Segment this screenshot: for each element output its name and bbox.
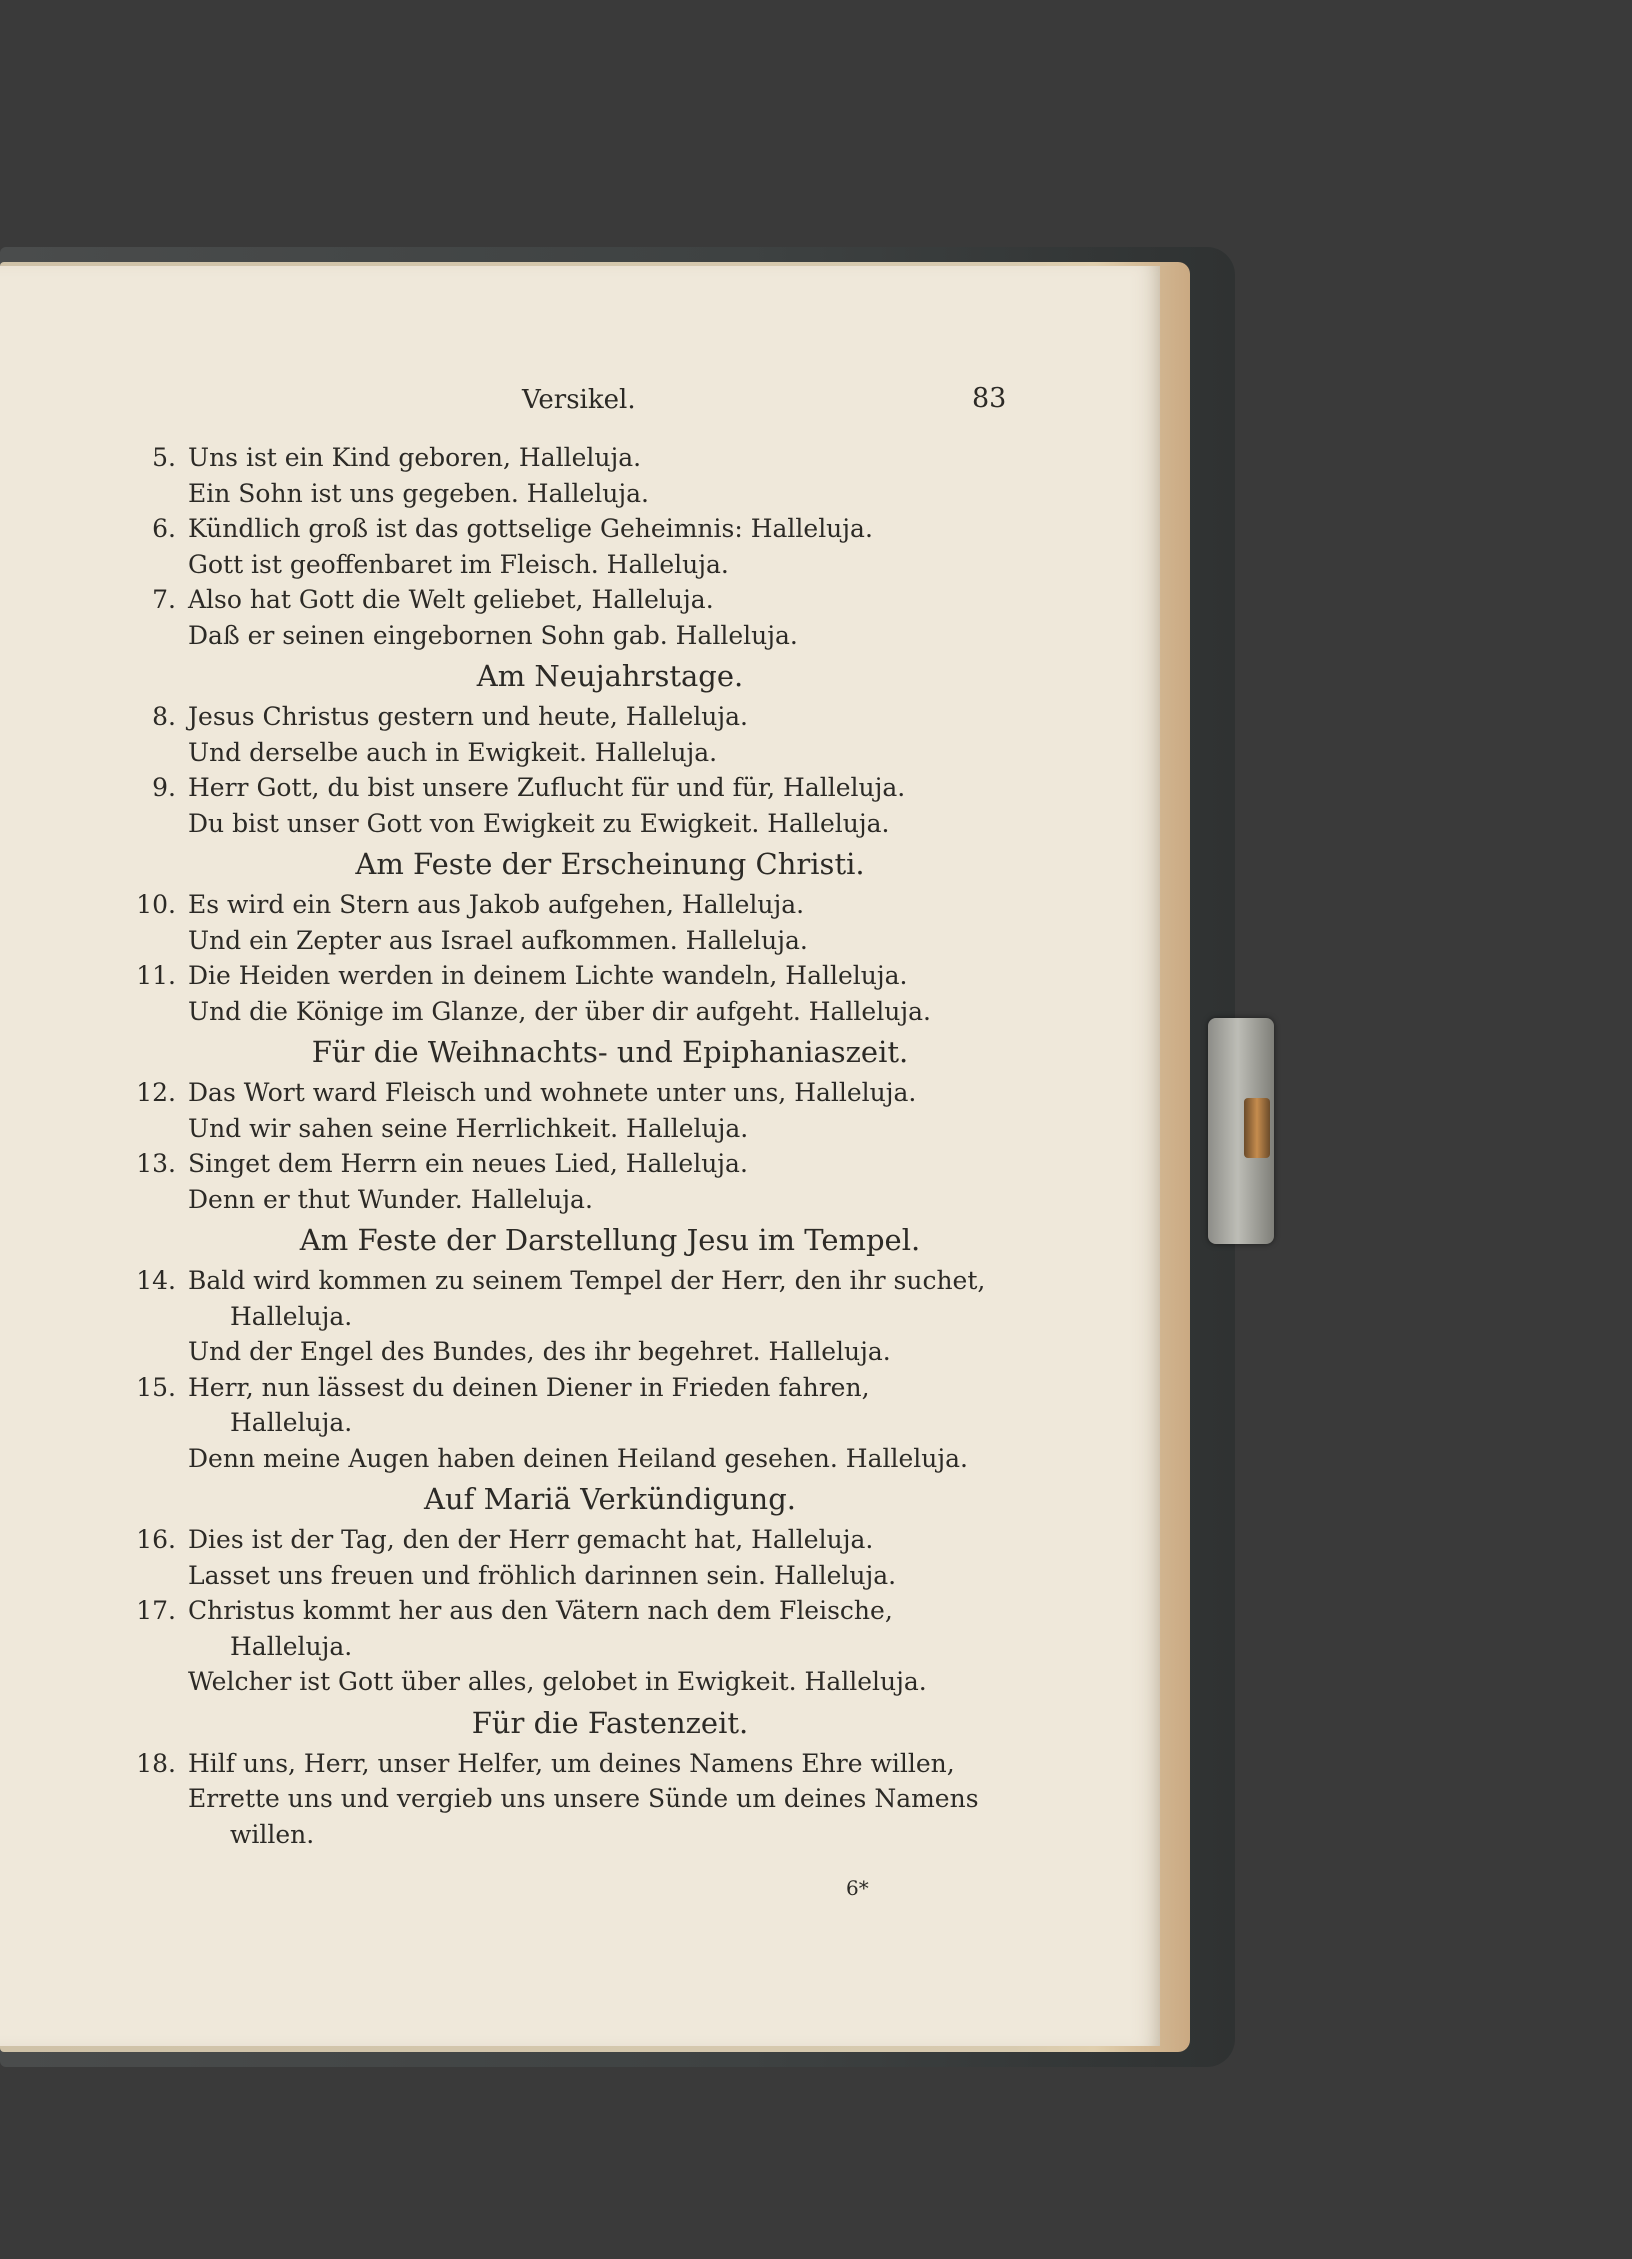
- verse-line: [130, 1075, 1030, 1111]
- page-number: 83: [972, 383, 1007, 414]
- verse-entry: [130, 1263, 1030, 1370]
- verse-line: [130, 1781, 1030, 1817]
- verse-line: [130, 1593, 1030, 1629]
- verse-entry: [130, 440, 1030, 511]
- verse-text: Hilf uns, Herr, unser Helfer, um deines Namens Ehre willen,: [188, 1748, 955, 1778]
- verse-text: Und derselbe auch in Ewigkeit. Halleluja.: [188, 737, 718, 767]
- verse-text: Singet dem Herrn ein neues Lied, Halleluja.: [188, 1149, 748, 1178]
- verse-text: Und der Engel des Bundes, des ihr begehret. Halleluja.: [188, 1337, 891, 1366]
- verse-line: [130, 1111, 1030, 1147]
- verse-line: [130, 1629, 1030, 1665]
- verse-line: [130, 1522, 1030, 1558]
- verse-entry: [130, 958, 1030, 1029]
- verse-number: 8.: [152, 702, 176, 731]
- verse-line: [130, 1263, 1030, 1299]
- verse-line: [130, 618, 1030, 654]
- verse-line: [130, 582, 1030, 618]
- section-heading: Für die Fastenzeit.: [471, 1705, 749, 1740]
- verse-entry: [130, 699, 1030, 770]
- verse-text: Also hat Gott die Welt geliebet, Halleluja.: [188, 585, 714, 614]
- verse-line: [130, 1405, 1030, 1441]
- section-heading: Auf Mariä Verkündigung.: [424, 1482, 796, 1516]
- verse-line: [130, 770, 1030, 806]
- verse-line: [130, 511, 1030, 547]
- verse-line: [130, 735, 1030, 771]
- verse-number: 17.: [136, 1596, 176, 1625]
- verse-number: 7.: [152, 585, 176, 614]
- verse-line: [130, 476, 1030, 512]
- verse-line: [130, 1441, 1030, 1477]
- verse-line: [130, 958, 1030, 994]
- verse-line: [130, 806, 1030, 842]
- verse-text: Und wir sahen seine Herrlichkeit. Halleluja.: [188, 1113, 749, 1143]
- verse-line: [130, 923, 1030, 959]
- verse-entry: [130, 582, 1030, 653]
- verse-line: [130, 1558, 1030, 1594]
- verse-text: Und die Könige im Glanze, der über dir aufgeht. Halleluja.: [188, 996, 931, 1026]
- verse-entry: [130, 1370, 1030, 1477]
- verse-entry: [130, 887, 1030, 958]
- verse-text: Welcher ist Gott über alles, gelobet in Ewigkeit. Halleluja.: [188, 1667, 927, 1696]
- verse-line: [130, 1817, 1030, 1853]
- verse-entry: [130, 511, 1030, 582]
- verse-text: Errette uns und vergieb uns unsere Sünde um deines Namens: [188, 1784, 979, 1813]
- verse-text: Ein Sohn ist uns gegeben. Halleluja.: [188, 478, 649, 508]
- verse-text: Kündlich groß ist das gottselige Geheimnis: Halleluja.: [188, 514, 873, 543]
- verse-text: Und ein Zepter aus Israel aufkommen. Halleluja.: [188, 925, 808, 955]
- verse-text: Es wird ein Stern aus Jakob aufgehen, Halleluja.: [188, 890, 805, 919]
- section-heading: Am Neujahrstage.: [476, 659, 744, 693]
- verse-text: Jesus Christus gestern und heute, Halleluja.: [188, 702, 748, 731]
- section-heading: Am Feste der Darstellung Jesu im Tempel.: [299, 1223, 921, 1257]
- verse-number: 10.: [136, 890, 176, 919]
- verse-list: [130, 440, 1030, 1852]
- verse-entry: [130, 1593, 1030, 1700]
- clasp-knob: [1244, 1098, 1270, 1158]
- verse-text: Herr Gott, du bist unsere Zuflucht für und für, Halleluja.: [188, 773, 906, 802]
- verse-entry: [130, 1746, 1030, 1853]
- verse-text: Die Heiden werden in deinem Lichte wandeln, Halleluja.: [188, 961, 908, 990]
- verse-line: [130, 699, 1030, 735]
- verse-line: [130, 1370, 1030, 1406]
- signature-mark: 6*: [846, 1876, 869, 1900]
- section-heading: Für die Weihnachts- und Epiphaniaszeit.: [311, 1035, 909, 1069]
- verse-text: Denn meine Augen haben deinen Heiland gesehen. Halleluja.: [188, 1443, 968, 1473]
- verse-entry: [130, 1146, 1030, 1217]
- verse-text: Uns ist ein Kind geboren, Halleluja.: [188, 443, 642, 472]
- verse-text: Daß er seinen eingebornen Sohn gab. Halleluja.: [188, 620, 798, 650]
- verse-number: 11.: [136, 961, 176, 990]
- verse-line: [130, 1746, 1030, 1782]
- verse-line: [130, 1146, 1030, 1182]
- verse-text: Herr, nun lässest du deinen Diener in Frieden fahren,: [188, 1372, 870, 1402]
- verse-text: Christus kommt her aus den Vätern nach dem Fleische,: [188, 1596, 893, 1625]
- verse-line: [130, 994, 1030, 1030]
- verse-line: [130, 1182, 1030, 1218]
- verse-text: Halleluja.: [230, 1631, 353, 1661]
- verse-line: [130, 1334, 1030, 1370]
- verse-text: Halleluja.: [230, 1408, 353, 1437]
- verse-entry: [130, 770, 1030, 841]
- verse-number: 12.: [136, 1078, 176, 1107]
- verse-text: Du bist unser Gott von Ewigkeit zu Ewigkeit. Halleluja.: [188, 808, 890, 838]
- verse-text: Halleluja.: [230, 1301, 353, 1331]
- verse-text: Denn er thut Wunder. Halleluja.: [188, 1184, 593, 1214]
- verse-number: 6.: [152, 514, 176, 543]
- verse-line: [130, 547, 1030, 583]
- verse-text: willen.: [230, 1819, 315, 1849]
- verse-text: Das Wort ward Fleisch und wohnete unter uns, Halleluja.: [188, 1078, 917, 1107]
- verse-number: 13.: [136, 1149, 176, 1178]
- verse-line: [130, 1664, 1030, 1700]
- verse-line: [130, 440, 1030, 476]
- verse-number: 9.: [152, 773, 176, 802]
- section-heading: Am Feste der Erscheinung Christi.: [355, 847, 865, 881]
- verse-entry: [130, 1075, 1030, 1146]
- verse-text: Gott ist geoffenbaret im Fleisch. Halleluja.: [188, 549, 729, 579]
- verse-text: Dies ist der Tag, den der Herr gemacht hat, Halleluja.: [188, 1525, 874, 1554]
- verse-number: 5.: [152, 443, 176, 472]
- verse-line: [130, 1299, 1030, 1335]
- verse-text: Bald wird kommen zu seinem Tempel der Herr, den ihr suchet,: [188, 1266, 986, 1295]
- verse-number: 14.: [136, 1266, 176, 1295]
- verse-line: [130, 887, 1030, 923]
- verse-number: 18.: [136, 1748, 176, 1778]
- verse-number: 15.: [136, 1372, 176, 1402]
- verse-entry: [130, 1522, 1030, 1593]
- verse-text: Lasset uns freuen und fröhlich darinnen sein. Halleluja.: [188, 1560, 897, 1590]
- running-header: Versikel.: [522, 385, 636, 415]
- verse-number: 16.: [136, 1525, 176, 1554]
